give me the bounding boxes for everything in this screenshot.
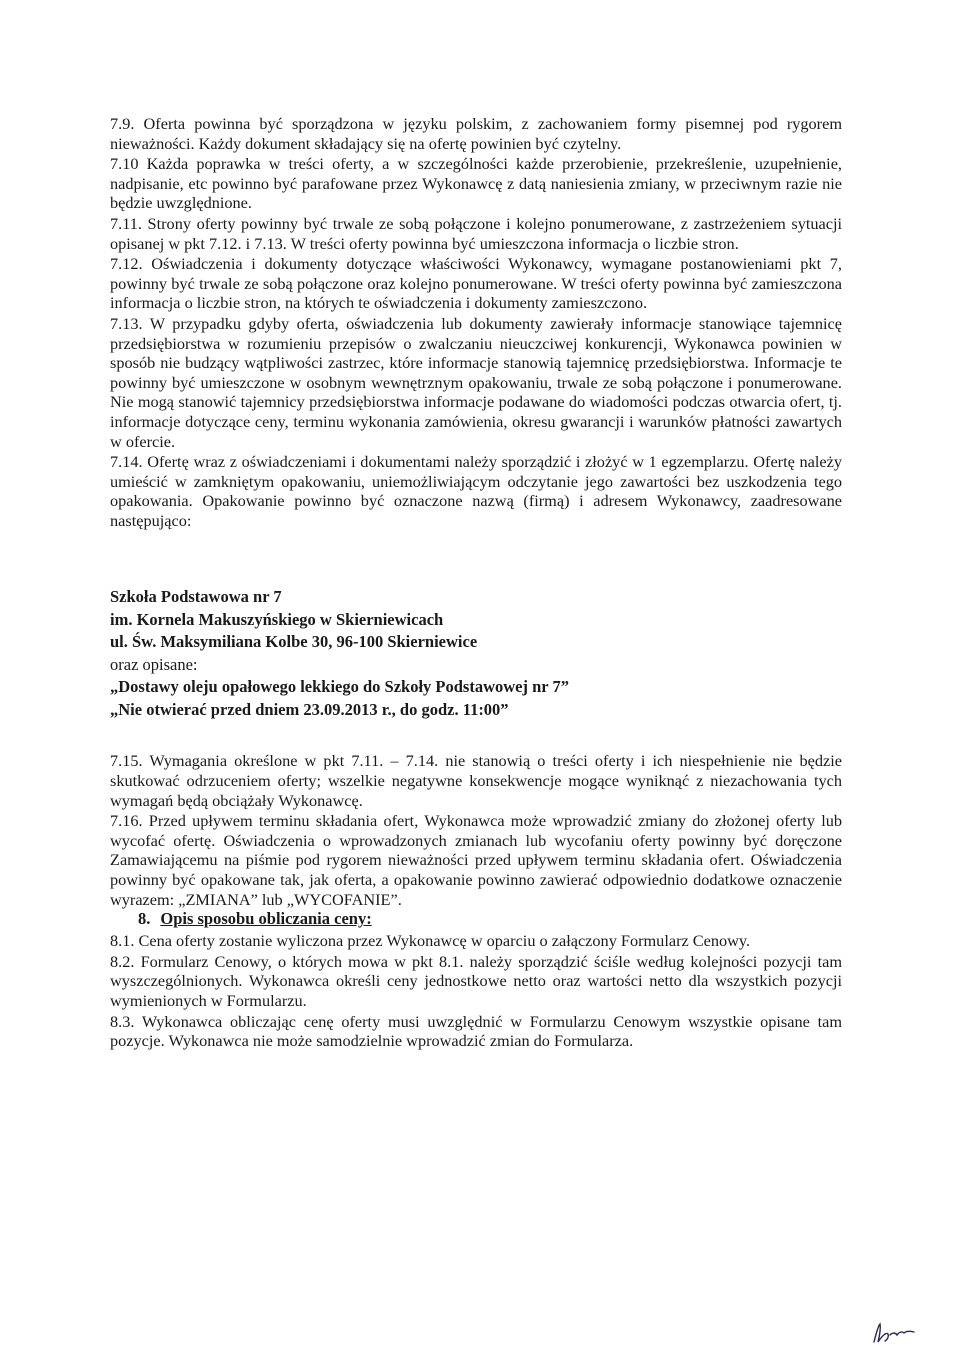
address-street: ul. Św. Maksymiliana Kolbe 30, 96-100 Skierniewice — [110, 632, 478, 652]
address-described-as: oraz opisane: — [110, 654, 198, 674]
section-8-number: 8. — [138, 909, 151, 929]
address-notice: „Nie otwierać przed dniem 23.09.2013 r., do godz. 11:00” — [110, 699, 509, 719]
paragraph-7-9: 7.9. Oferta powinna być sporządzona w języku polskim, z zachowaniem formy pisemnej pod rygorem nieważności. Każdy dokument składający się na ofertę powinien być czytelny. — [110, 114, 842, 153]
paragraph-7-13: 7.13. W przypadku gdyby oferta, oświadczenia lub dokumenty zawierały informacje stanowiące tajemnicę przedsiębiorstwa w rozumieniu przepisów o zwalczaniu nieuczciwej konkurencji, Wykonawca powinien w sposób nie budzący wątpliwości zastrzec, które informacje stanowią tajemnicę przedsiębiorstwa. Informacje te powinny być umieszczone w osobnym wewnętrznym opakowaniu, trwale ze sobą połączone i ponumerowane. Nie mogą stanowić tajemnicy przedsiębiorstwa informacje podawane do wiadomości podczas otwarcia ofert, tj. informacje dotyczące ceny, terminu wykonania zamówienia, okresu gwarancji i warunków płatności zawartych w ofercie. — [110, 313, 842, 451]
address-block — [110, 586, 842, 721]
document-page — [110, 114, 842, 1051]
paragraph-7-15: 7.15. Wymagania określone w pkt 7.11. – 7.14. nie stanowią o treści oferty i ich niespełnienie nie będzie skutkować odrzuceniem oferty; wszelkie negatywne konsekwencje mogące wyniknąć z niezachowania tych wymagań będą obciążały Wykonawcę. — [110, 751, 842, 810]
paragraph-7-10: 7.10 Każda poprawka w treści oferty, a w szczególności każde przerobienie, przekreślenie, uzupełnienie, nadpisanie, etc powinno być parafowane przez Wykonawcę z datą naniesienia zmiany, w przeciwnym razie nie będzie uwzględnione. — [110, 154, 842, 213]
paragraphs-top — [110, 114, 842, 530]
handwritten-signature-icon — [870, 1320, 920, 1346]
paragraphs-middle — [110, 751, 842, 909]
address-school: Szkoła Podstawowa nr 7 — [110, 587, 282, 607]
section-8-title: Opis sposobu obliczania ceny: — [160, 909, 372, 929]
address-subject: „Dostawy oleju opałowego lekkiego do Szkoły Podstawowej nr 7” — [110, 677, 569, 697]
paragraphs-bottom — [110, 931, 842, 1051]
section-8-heading — [110, 909, 842, 929]
paragraph-8-3: 8.3. Wykonawca obliczając cenę oferty musi uwzględnić w Formularzu Cenowym wszystkie opisane tam pozycje. Wykonawca nie może samodzielnie wprowadzić zmian do Formularza. — [110, 1011, 842, 1051]
paragraph-7-12: 7.12. Oświadczenia i dokumenty dotyczące właściwości Wykonawcy, wymagane postanowieniami pkt 7, powinny być trwale ze sobą połączone oraz kolejno ponumerowane. W treści oferty powinna być zamieszczona informacja o liczbie stron, na których te oświadczenia i dokumenty zamieszczono. — [110, 254, 842, 313]
address-patron: im. Kornela Makuszyńskiego w Skierniewicach — [110, 609, 444, 629]
paragraph-8-2: 8.2. Formularz Cenowy, o których mowa w pkt 8.1. należy sporządzić ściśle według kolejności pozycji tam wyszczególnionych. Wykonawca określi ceny jednostkowe netto oraz wartości netto dla wszystkich pozycji wymienionych w Formularzu. — [110, 951, 842, 1010]
paragraph-8-1: 8.1. Cena oferty zostanie wyliczona przez Wykonawcę w oparciu o załączony Formularz Cenowy. — [110, 931, 751, 951]
paragraph-7-14: 7.14. Ofertę wraz z oświadczeniami i dokumentami należy sporządzić i złożyć w 1 egzemplarzu. Ofertę należy umieścić w zamkniętym opakowaniu, uniemożliwiającym odczytanie jego zawartości bez uszkodzenia tego opakowania. Opakowanie powinno być oznaczone nazwą (firmą) i adresem Wykonawcy, zaadresowane następująco: — [110, 452, 842, 530]
paragraph-7-11: 7.11. Strony oferty powinny być trwale ze sobą połączone i kolejno ponumerowane, z zastrzeżeniem sytuacji opisanej w pkt 7.12. i 7.13. W treści oferty powinna być umieszczona informacja o liczbie stron. — [110, 213, 842, 253]
paragraph-7-16: 7.16. Przed upływem terminu składania ofert, Wykonawca może wprowadzić zmiany do złożonej oferty lub wycofać ofertę. Oświadczenia o wprowadzonych zmianach lub wycofaniu oferty powinny być doręczone Zamawiającemu na piśmie pod rygorem nieważności przed upływem terminu składania ofert. Oświadczenia powinny być opakowane tak, jak oferta, a opakowanie powinno zawierać odpowiednio dodatkowe oznaczenie wyrazem: „ZMIANA” lub „WYCOFANIE”. — [110, 811, 842, 909]
spacer — [110, 721, 842, 751]
